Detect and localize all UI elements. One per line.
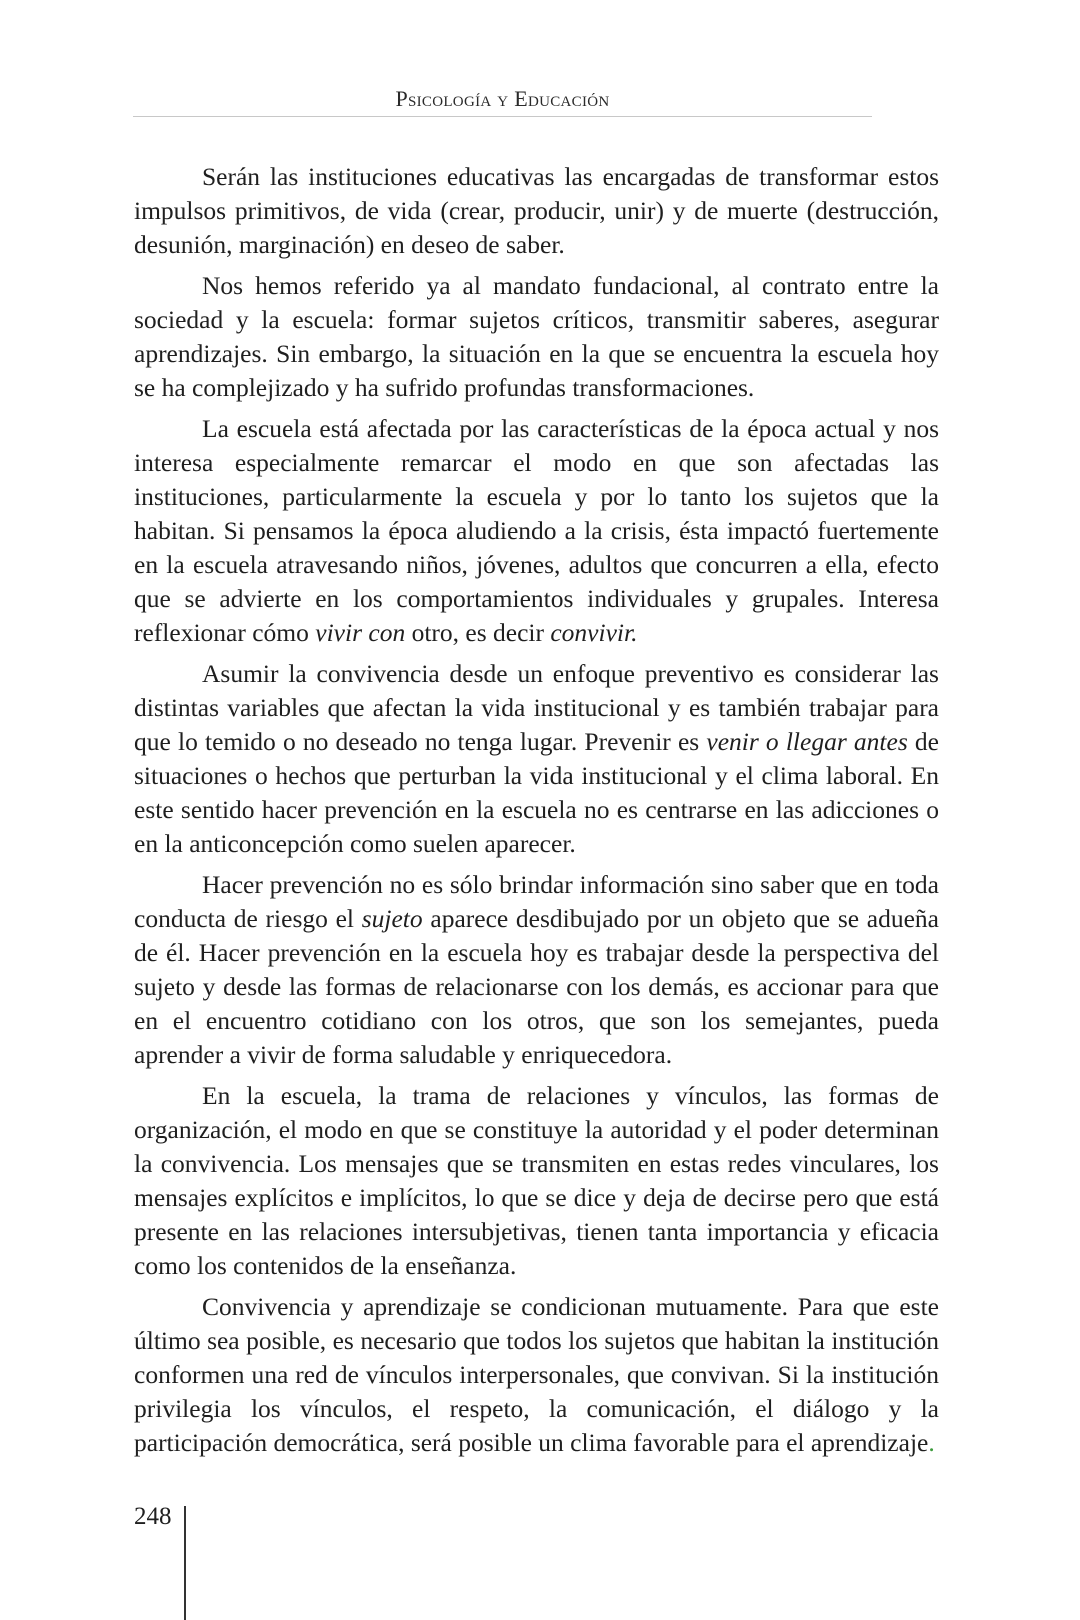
margin-line xyxy=(184,1506,186,1620)
paragraph-5-text: Hacer prevención no es sólo brindar información sino saber que en toda conducta de riesgo el xyxy=(134,870,939,933)
body-text xyxy=(134,160,939,1467)
emphasis-vivir-con: vivir con xyxy=(315,618,406,647)
emphasis-convivir: convivir. xyxy=(550,618,638,647)
paragraph-3-text-2: otro, es decir xyxy=(405,618,551,647)
paragraph-4-text-2: de situaciones o hechos que perturban la vida institucional y el clima laboral. En este sentido hacer prevención en la escuela no es centrarse en las adicciones o en la anticoncepción como suelen aparecer. xyxy=(134,727,939,858)
paragraph-7-text: Convivencia y aprendizaje se condicionan mutuamente. Para que este último sea posible, es necesario que todos los sujetos que habitan la institución conformen una red de vínculos interpersonales, que convivan. Si la institución privilegia los vínculos, el respeto, la comunicación, el diálogo y la participación democrática, será posible un clima favorable para el aprendizaje xyxy=(134,1292,939,1457)
paragraph-3 xyxy=(134,412,939,650)
emphasis-sujeto: sujeto xyxy=(361,904,423,933)
final-period: . xyxy=(928,1428,935,1457)
paragraph-6: En la escuela, la trama de relaciones y vínculos, las formas de organización, el modo en que se constituye la autoridad y el poder determinan la convivencia. Los mensajes que se transmiten en estas redes vinculares, los mensajes explícitos e implícitos, lo que se dice y deja de decirse pero que está presente en las relaciones intersubjetivas, tienen tanta importancia y eficacia como los contenidos de la enseñanza. xyxy=(134,1081,939,1280)
paragraph-1: Serán las instituciones educativas las encargadas de transformar estos impulsos primitivos, de vida (crear, producir, unir) y de muerte (destrucción, desunión, marginación) en deseo de saber. xyxy=(134,162,939,259)
paragraph-2: Nos hemos referido ya al mandato fundacional, al contrato entre la sociedad y la escuela: formar sujetos críticos, transmitir saberes, asegurar aprendizajes. Sin embargo, la situación en la que se encuentra la escuela hoy se ha complejizado y ha sufrido profundas transformaciones. xyxy=(134,271,939,402)
paragraph-4-text: Asumir la convivencia desde un enfoque preventivo es considerar las distintas variables que afectan la vida institucional y es también trabajar para que lo temido o no deseado no tenga lugar. Prevenir es xyxy=(134,659,939,756)
header-rule xyxy=(133,116,872,117)
paragraph-7 xyxy=(134,1290,939,1460)
page-number: 248 xyxy=(134,1503,172,1530)
paragraph-5 xyxy=(134,868,939,1072)
emphasis-venir-o-llegar-antes: venir o llegar antes xyxy=(706,727,908,756)
paragraph-4 xyxy=(134,657,939,861)
paragraph-3-text: La escuela está afectada por las características de la época actual y nos interesa especialmente remarcar el modo en que son afectadas las instituciones, particularmente la escuela y por lo tanto los sujetos que la habitan. Si pensamos la época aludiendo a la crisis, ésta impactó fuertemente en la escuela atravesando niños, jóvenes, adultos que concurren a ella, efecto que se advierte en los comportamientos individuales y grupales. Interesa reflexionar cómo xyxy=(134,414,939,647)
paragraph-5-text-2: aparece desdibujado por un objeto que se adueña de él. Hacer prevención en la escuela hoy es trabajar desde la perspectiva del sujeto y desde las formas de relacionarse con los demás, es accionar para que en el encuentro cotidiano con los otros, que son los semejantes, pueda aprender a vivir de forma saludable y enriquecedora. xyxy=(134,904,940,1069)
running-head: Psicología y Educación xyxy=(395,86,610,111)
